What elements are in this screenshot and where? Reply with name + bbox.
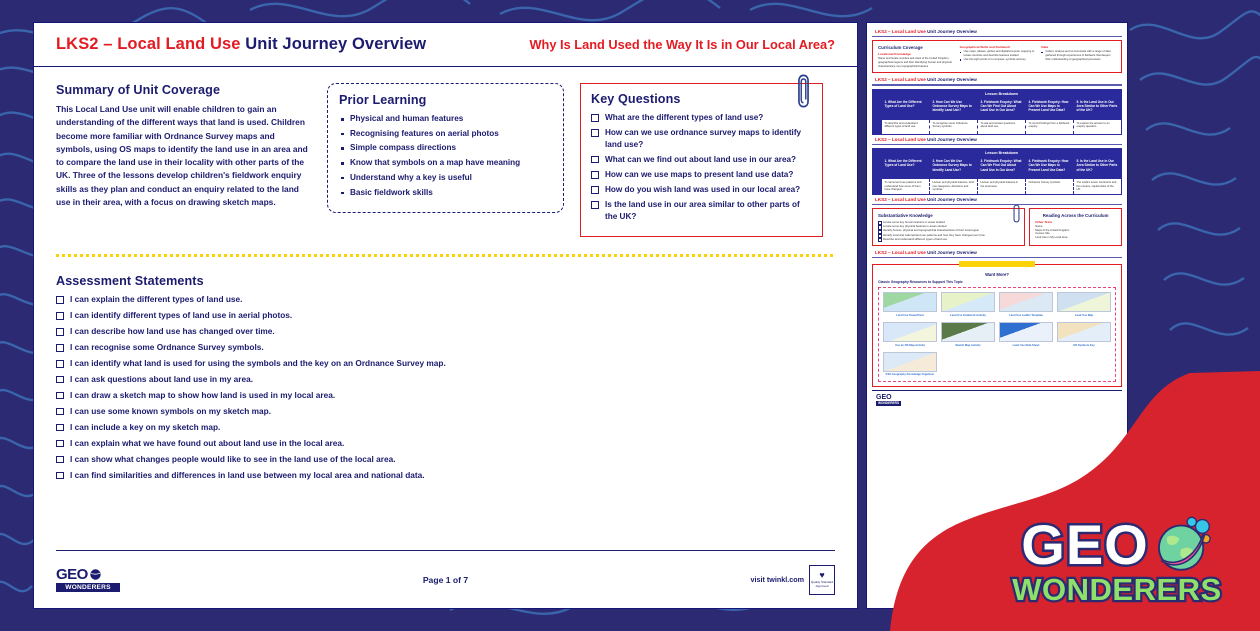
thumb-check-item: Locate some key physical features in areas studied: [878, 224, 1019, 228]
thumb-side-label: Name: [1035, 224, 1043, 228]
thumb-subheading: Geographical Skills and Fieldwork: [959, 45, 1011, 50]
lesson-description: To record findings from a fieldwork enquiry.: [1026, 120, 1074, 134]
thumb-side-label: Census Site: [1035, 232, 1050, 236]
twinkl-link[interactable]: visit twinkl.com: [750, 575, 804, 584]
list-item: I can describe how land use has changed over time.: [56, 326, 835, 338]
list-item: Simple compass directions: [339, 142, 552, 155]
resources-grid: [883, 292, 1111, 376]
reading-across-curriculum-box: [1029, 208, 1122, 246]
badge-line-2: Approved: [815, 584, 829, 588]
resource-thumbnail-image: [883, 292, 937, 312]
list-item: How can we use ordnance survey maps to identify land use?: [591, 127, 812, 150]
page-title: [56, 35, 426, 54]
thumb-list-item: Use maps, atlases, globes and digital/computer mapping to locate countries and describe features studied: [960, 50, 1035, 57]
thumbnail-page-lesson-breakdown-2[interactable]: [872, 148, 1122, 195]
thumb-title-navy: Unit Journey Overview: [927, 77, 977, 83]
lesson-title: 4. Fieldwork Enquiry: How Can We Use Maps to Present Land Use Data?: [1026, 98, 1074, 120]
page-title-unit: LKS2 – Local Land Use: [56, 35, 241, 53]
summary-section: [56, 83, 311, 209]
resource-thumbnail-image: [1057, 322, 1111, 342]
logo-geo-text: GEO: [1021, 514, 1212, 576]
lesson-description-row: [882, 179, 1121, 194]
list-item: What can we find out about land use in our area?: [591, 154, 812, 166]
thumb-title-navy: Unit Journey Overview: [927, 249, 977, 255]
list-item: Recognising features on aerial photos: [339, 128, 552, 141]
thumb-title-red: LKS2 – Local Land Use: [875, 136, 926, 142]
prior-learning-list: [339, 113, 552, 199]
resource-thumbnail-image: [883, 322, 937, 342]
key-questions-box: [580, 83, 823, 237]
summary-body: This Local Land Use unit will enable children to gain an understanding of the different ways that land is used. Children become more familiar with Ordnance Survey maps and symbols, using OS maps to identify the land use in an area and to compare the land use in their locality with other parts of the UK. Three of the lessons develop children's fieldwork enquiry skills as they plan and conduct an enquiry related to the land use in their area, with a focus on drawing sketch maps.: [56, 104, 308, 207]
thumbnail-page-curriculum[interactable]: [872, 40, 1122, 73]
key-questions-heading: Key Questions: [591, 92, 681, 106]
list-item: What are the different types of land use?: [591, 112, 812, 124]
resource-item[interactable]: [1057, 292, 1111, 317]
thumb-check-item: Identify local and national land use patterns and how they have changed over time: [878, 233, 1019, 237]
thumb-subheading: Data: [1041, 45, 1049, 50]
lesson-description: Human and physical features in the local area.: [978, 179, 1026, 194]
thumb-heading: Curriculum Coverage: [878, 45, 923, 51]
thumb-running-title: [872, 75, 1122, 83]
lesson-description-row: [882, 120, 1121, 134]
list-item: I can identify what land is used for using the symbols and the key on an Ordnance Survey map.: [56, 358, 835, 370]
badge-line-1: Quality Standard: [810, 579, 834, 584]
list-item: I can explain the different types of land use.: [56, 294, 835, 306]
list-item: How do you wish land was used in our local area?: [591, 184, 812, 196]
resource-thumbnail-image: [999, 322, 1053, 342]
resources-heading: Classic Geography Resources to Support This Topic: [878, 280, 963, 285]
paperclip-icon: [1013, 204, 1020, 223]
key-questions-section: [580, 83, 823, 237]
lesson-title: 1. What Are the Different Types of Land Use?: [882, 157, 930, 179]
list-item: Is the land use in our area similar to other parts of the UK?: [591, 199, 812, 222]
assessment-heading: Assessment Statements: [56, 274, 204, 289]
assessment-list: [56, 294, 835, 481]
list-item: Physical and human features: [339, 113, 552, 126]
resource-label: Land Use Leaflet Template: [1009, 313, 1043, 317]
thumb-list-item: Collect, analyse and communicate with a range of data gathered through experiences of fieldwork that deepen their understanding of geographical processes: [1041, 50, 1116, 61]
resource-thumbnail-image: [941, 292, 995, 312]
lesson-title: 5. Is the Land Use in Our Area Similar to Other Parts of the UK?: [1074, 98, 1121, 120]
resource-label: Land Use Data Sheet: [1012, 343, 1040, 347]
list-item: Basic fieldwork skills: [339, 187, 552, 200]
thumb-rule: [872, 36, 1122, 37]
enquiry-question: Why Is Land Used the Way It Is in Our Local Area?: [529, 37, 835, 52]
resource-label: Land Use Map: [1074, 313, 1094, 317]
resource-thumbnail-image: [1057, 292, 1111, 312]
prior-learning-box: [327, 83, 564, 213]
resource-item[interactable]: [941, 322, 995, 347]
lesson-description: To describe and understand different types of land use.: [882, 120, 930, 134]
globe-icon: [1151, 514, 1213, 576]
lesson-description: To ask and answer questions about land use.: [978, 120, 1026, 134]
lesson-title: 3. Fieldwork Enquiry: What Can We Find Out About Land Use in Our Area?: [978, 98, 1026, 120]
thumb-subheading: Locational Knowledge: [878, 52, 911, 57]
thumb-check-item: Locate some key human features in areas studied: [878, 220, 1019, 224]
thumb-running-title: [872, 248, 1122, 256]
section-divider: [56, 254, 835, 257]
thumb-rule: [872, 204, 1122, 205]
resource-label: Land Use PowerPoint: [896, 313, 924, 317]
document-footer: [56, 550, 835, 608]
thumb-side-value: Land Use in My Local Area: [1035, 235, 1068, 239]
thumb-title-red: LKS2 – Local Land Use: [875, 249, 926, 255]
list-item: I can draw a sketch map to show how land is used in my local area.: [56, 390, 835, 402]
thumb-running-title: [872, 27, 1122, 35]
page-number: Page 1 of 7: [422, 574, 469, 585]
resource-thumbnail-image: [941, 322, 995, 342]
thumb-rule: [872, 257, 1122, 258]
lesson-title: 5. Is the Land Use in Our Area Similar to Other Parts of the UK?: [1074, 157, 1121, 179]
lesson-title: 3. Fieldwork Enquiry: What Can We Find Out About Land Use in Our Area?: [978, 157, 1026, 179]
lesson-description: To explore the answer to an enquiry question.: [1074, 120, 1121, 134]
thumb-title-navy: Unit Journey Overview: [927, 136, 977, 142]
logo-geo-text: GEO: [56, 567, 120, 582]
lesson-title: 2. How Can We Use Ordnance Survey Maps to Identify Land Use?: [930, 157, 978, 179]
paperclip-icon: [797, 74, 810, 108]
summary-heading: Summary of Unit Coverage: [56, 83, 221, 97]
resources-box: [878, 287, 1116, 381]
unit-overview-document: [33, 22, 858, 609]
document-header: [34, 23, 857, 67]
prior-learning-heading: Prior Learning: [339, 93, 427, 107]
resource-thumbnail-image: [999, 292, 1053, 312]
thumbnail-page-want-more[interactable]: [872, 264, 1122, 386]
thumb-check-item: Describe and understand different types of land use: [878, 237, 1019, 241]
thumb-title-navy: Unit Journey Overview: [927, 29, 977, 34]
table-gutter: [872, 148, 881, 195]
thumb-title-navy: Unit Journey Overview: [927, 196, 977, 202]
lesson-header-row: [882, 98, 1121, 120]
resource-item[interactable]: [883, 292, 937, 317]
thumb-rule: [872, 84, 1122, 85]
lesson-title: 1. What Are the Different Types of Land Use?: [882, 98, 930, 120]
heart-icon: ♥: [819, 569, 825, 580]
thumb-list-item: Use the eight points of a compass, symbols and key: [960, 58, 1035, 62]
key-questions-list: [591, 112, 812, 223]
resource-item[interactable]: [1057, 322, 1111, 347]
prior-learning-section: [327, 83, 564, 213]
lesson-title: 4. Fieldwork Enquiry: How Can We Use Maps to Present Land Use Data?: [1026, 157, 1074, 179]
lesson-breakdown-heading: Lesson Breakdown: [882, 149, 1121, 157]
thumb-text: Name and locate counties and cities of the United Kingdom, geographical regions and their identifying human and physical characteristics, key topographical features: [878, 57, 952, 68]
thumb-running-title: [872, 135, 1122, 143]
list-item: Know that symbols on a map have meaning: [339, 157, 552, 170]
resource-item[interactable]: [941, 292, 995, 317]
logo-wonderers-text: WONDERERS: [1012, 572, 1222, 607]
lesson-description: Ordnance Survey symbols.: [1026, 179, 1074, 194]
list-item: I can ask questions about land use in my area.: [56, 374, 835, 386]
resource-item[interactable]: [999, 292, 1053, 317]
resource-label: Sketch Map Activity: [955, 343, 981, 347]
resource-label: OS Symbols Key: [1073, 343, 1095, 347]
list-item: I can find similarities and differences in land use between my local area and national data.: [56, 470, 835, 482]
substantiative-knowledge-box: [872, 208, 1025, 246]
assessment-section: [56, 274, 835, 481]
thumb-running-title: [872, 195, 1122, 203]
lesson-description: The world's seven continents and five oceans, capital cities of the UK.: [1074, 179, 1121, 194]
geo-wonderers-logo-large: [992, 514, 1242, 605]
lesson-breakdown-heading: Lesson Breakdown: [882, 90, 1121, 98]
lesson-header-row: [882, 157, 1121, 179]
logo-wonderers-text: WONDERERS: [878, 401, 900, 406]
lesson-description: To name land use patterns and understand how some of them have changed.: [882, 179, 930, 194]
thumb-heading: Substantiative Knowledge: [878, 212, 933, 218]
lesson-description: To recognise some Ordnance Survey symbols.: [930, 120, 978, 134]
document-body: [34, 67, 857, 550]
thumb-side-heading: Reading Across the Curriculum: [1042, 212, 1109, 218]
list-item: I can use some known symbols on my sketch map.: [56, 406, 835, 418]
list-item: I can identify different types of land use in aerial photos.: [56, 310, 835, 322]
logo-geo-text: GEO: [876, 393, 892, 401]
want-more-banner: [959, 261, 1035, 267]
lesson-description: Human and physical features, land use categories, directions and symbols.: [930, 179, 978, 194]
thumb-title-red: LKS2 – Local Land Use: [875, 77, 926, 83]
resource-thumbnail-image: [883, 352, 937, 372]
thumb-rule: [872, 144, 1122, 145]
page-title-suffix: Unit Journey Overview: [245, 35, 427, 53]
resource-label: Land Use Fieldwork Activity: [950, 313, 986, 317]
thumbnail-page-lesson-breakdown-1[interactable]: [872, 89, 1122, 135]
list-item: I can show what changes people would like to see in the land use of the local area.: [56, 454, 835, 466]
list-item: How can we use maps to present land use data?: [591, 169, 812, 181]
list-item: Understand why a key is useful: [339, 172, 552, 185]
table-gutter: [872, 89, 881, 135]
lesson-title: 2. How Can We Use Ordnance Survey Maps to Identify Land Use?: [930, 98, 978, 120]
list-item: I can recognise some Ordnance Survey symbols.: [56, 342, 835, 354]
thumb-title-red: LKS2 – Local Land Use: [875, 196, 926, 202]
resource-item[interactable]: [883, 322, 937, 347]
top-section: [56, 83, 835, 237]
want-more-heading: Want More?: [985, 272, 1009, 278]
thumb-check-item: Identify human, physical and topographical characteristics of their local region: [878, 228, 1019, 232]
thumb-side-value: Maps of the United Kingdom: [1035, 228, 1070, 232]
resource-label: KS2 Geography Knowledge Organiser: [885, 373, 935, 377]
list-item: I can explain what we have found out about land use in the local area.: [56, 438, 835, 450]
resource-label: Use an OS Map Activity: [895, 343, 925, 347]
logo-wonderers-text: WONDERERS: [56, 583, 120, 592]
resource-item[interactable]: [999, 322, 1053, 347]
thumbnail-page-knowledge[interactable]: [872, 208, 1122, 248]
list-item: I can include a key on my sketch map.: [56, 422, 835, 434]
thumb-side-subheading: Other Texts: [1035, 219, 1053, 224]
thumb-title-red: LKS2 – Local Land Use: [875, 29, 926, 34]
